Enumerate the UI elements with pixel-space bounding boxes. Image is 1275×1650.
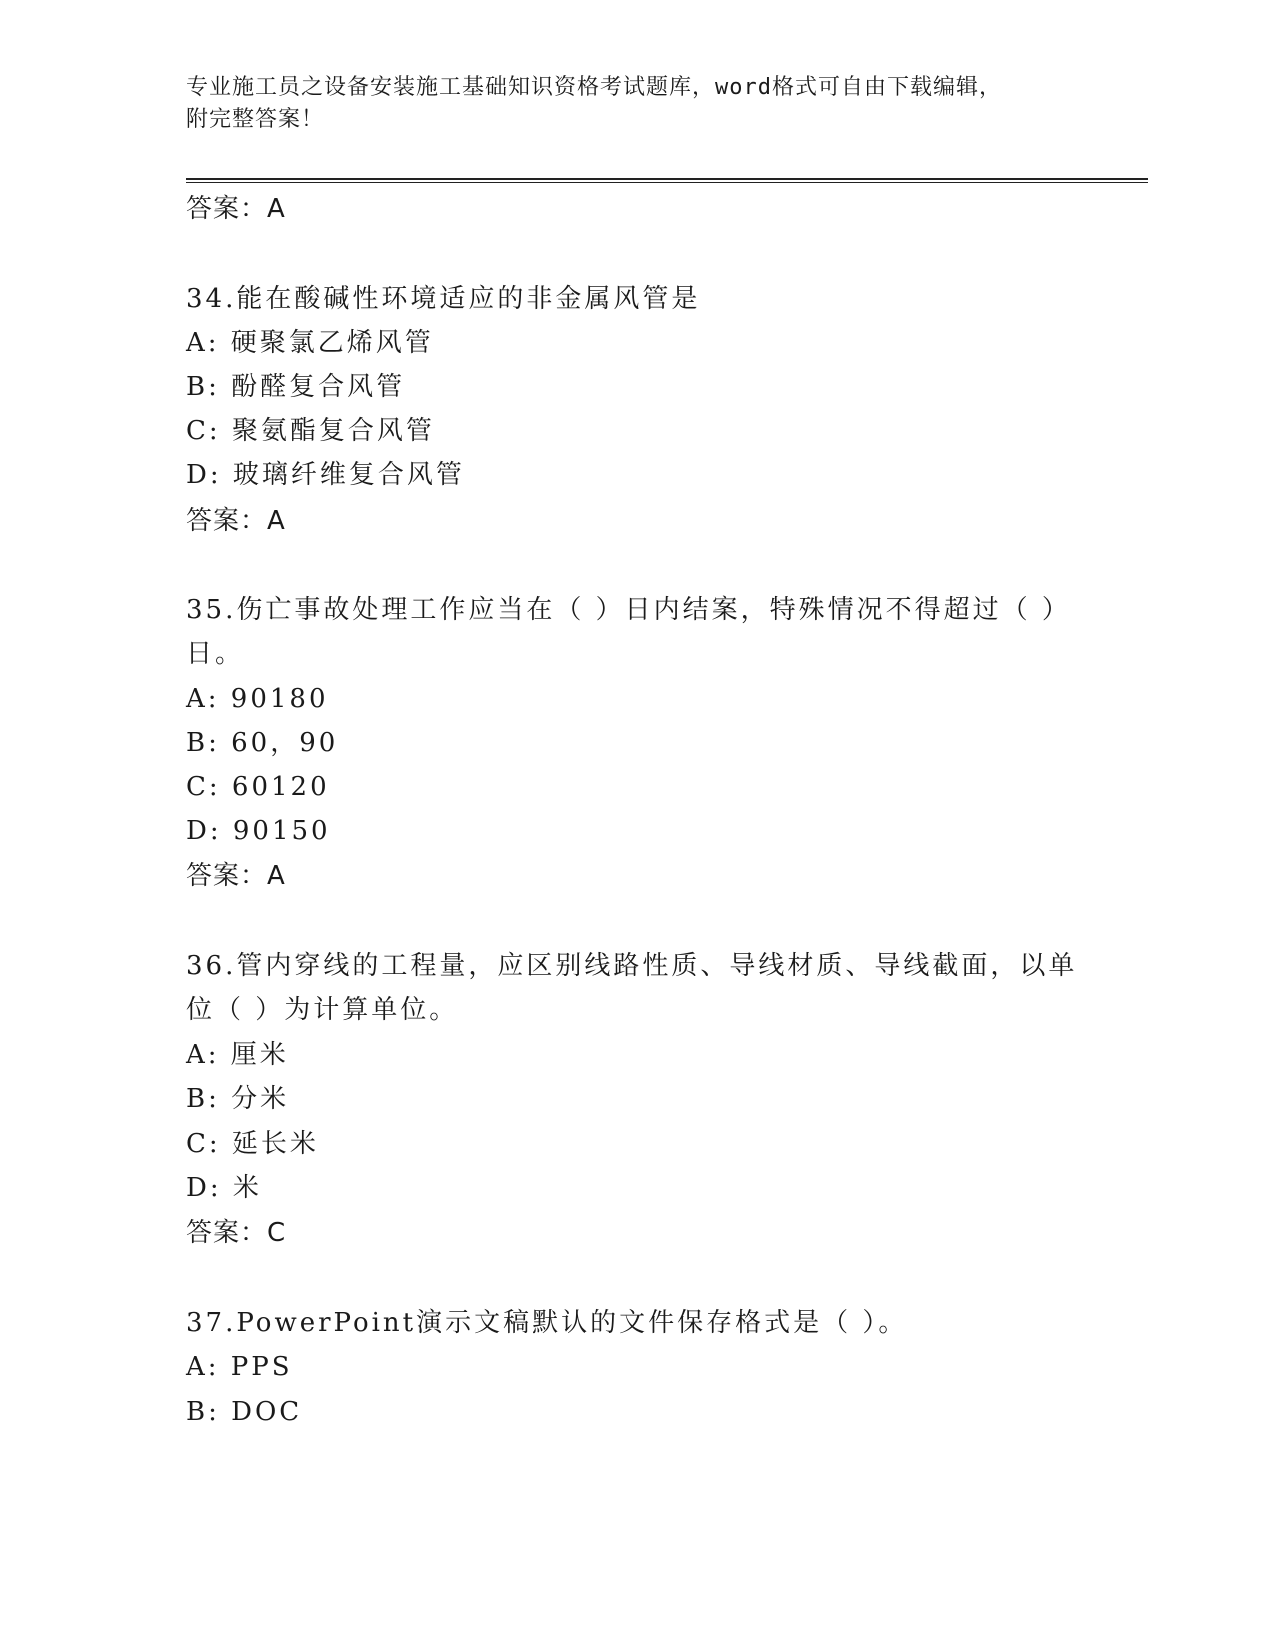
question-36-option-d: D: 米 (186, 1173, 262, 1203)
question-34-option-a: A: 硬聚氯乙烯风管 (186, 328, 434, 358)
question-35-option-d: D: 90150 (186, 816, 331, 846)
question-34-option-c: C: 聚氨酯复合风管 (186, 416, 435, 446)
question-36-option-a: A: 厘米 (186, 1040, 289, 1070)
question-37-option-a: A: PPS (186, 1352, 293, 1382)
header-divider (186, 178, 1148, 183)
header-line-1: 专业施工员之设备安装施工基础知识资格考试题库，word格式可自由下载编辑， (186, 75, 1002, 100)
question-34-option-d: D: 玻璃纤维复合风管 (186, 460, 465, 490)
question-34-answer: 答案：A (186, 506, 286, 536)
question-36-option-b: B: 分米 (186, 1084, 290, 1114)
document-header (186, 72, 1086, 136)
question-36-option-c: C: 延长米 (186, 1129, 319, 1159)
question-35-option-b: B: 60，90 (186, 728, 339, 758)
question-36-stem-line-1: 36.管内穿线的工程量，应区别线路性质、导线材质、导线截面，以单 (186, 951, 1078, 981)
question-35-answer: 答案：A (186, 861, 286, 891)
question-34-option-b: B: 酚醛复合风管 (186, 372, 406, 402)
question-37-option-b: B: DOC (186, 1397, 303, 1427)
question-36-stem-line-2: 位（ ）为计算单位。 (186, 995, 459, 1025)
question-37-stem: 37.PowerPoint演示文稿默认的文件保存格式是（ ）。 (186, 1308, 908, 1338)
header-line-2: 附完整答案！ (186, 107, 325, 132)
question-36-answer: 答案：C (186, 1218, 287, 1248)
question-34-stem: 34.能在酸碱性环境适应的非金属风管是 (186, 284, 701, 314)
question-35-stem-line-1: 35.伤亡事故处理工作应当在（ ）日内结案，特殊情况不得超过（ ） (186, 595, 1071, 625)
question-35-option-a: A: 90180 (186, 684, 329, 714)
question-35-stem-line-2: 日。 (186, 639, 245, 669)
question-35-option-c: C: 60120 (186, 772, 330, 802)
answer-33: 答案：A (186, 194, 286, 224)
